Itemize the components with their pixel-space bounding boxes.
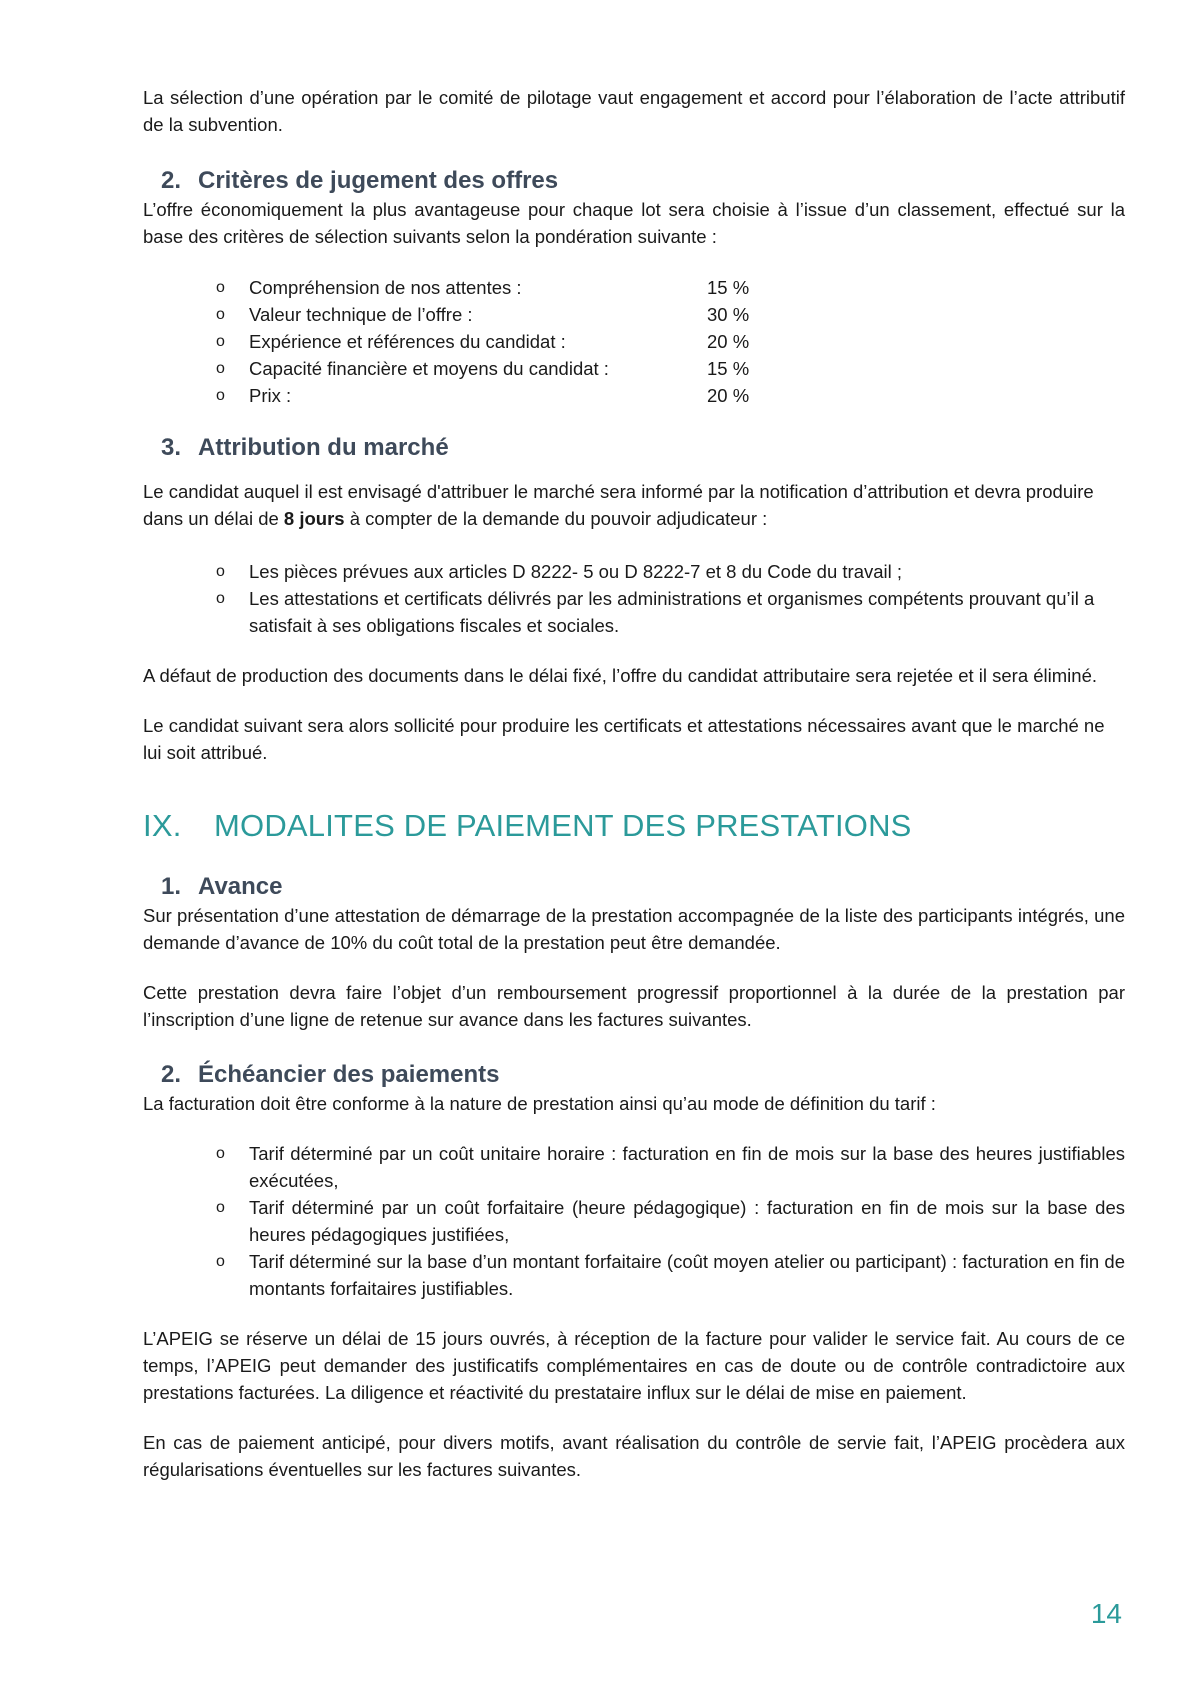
- criterion-label: Compréhension de nos attentes :: [249, 277, 522, 298]
- bullet-circle-icon: o: [216, 279, 225, 296]
- intro-paragraph: La sélection d’une opération par le comité de pilotage vaut engagement et accord pour l’élaboration de l’acte attributif de la subvention.: [143, 87, 1125, 135]
- criterion-weight: 15 %: [707, 277, 750, 298]
- bullet-circle-icon: o: [216, 1199, 225, 1216]
- avance-paragraph-1: Sur présentation d’une attestation de démarrage de la prestation accompagnée de la liste des participants intégrés, une demande d’avance de 10% du coût total de la prestation peut être demandée.: [143, 905, 1125, 953]
- page-number: 14: [1090, 1598, 1122, 1629]
- list-item: [216, 1194, 1125, 1248]
- criterion-label: Valeur technique de l’offre :: [249, 304, 473, 325]
- criterion-weight: 20 %: [707, 385, 750, 406]
- list-item: [216, 274, 1125, 301]
- list-item-text: Tarif déterminé sur la base d’un montant forfaitaire (coût moyen atelier ou participant) : facturation en fin de montants forfaitaires justifiables.: [249, 1251, 1125, 1299]
- section-number: IX.: [143, 808, 182, 843]
- attribution-paragraph-2: A défaut de production des documents dans le délai fixé, l’offre du candidat attributaire sera rejetée et il sera éliminé.: [143, 665, 1098, 686]
- list-item: [216, 382, 1125, 409]
- echeancier-paragraph: La facturation doit être conforme à la nature de prestation ainsi qu’au mode de définition du tarif :: [143, 1093, 936, 1114]
- heading-title: Échéancier des paiements: [198, 1061, 500, 1088]
- heading-number: 3.: [161, 434, 182, 461]
- bullet-circle-icon: o: [216, 590, 225, 607]
- bullet-circle-icon: o: [216, 360, 225, 377]
- criterion-weight: 30 %: [707, 304, 750, 325]
- avance-paragraph-2: Cette prestation devra faire l’objet d’un remboursement progressif proportionnel à la durée de la prestation par l’inscription d’une ligne de retenue sur avance dans les factures suivantes.: [143, 982, 1125, 1030]
- list-item: [216, 301, 1125, 328]
- criteres-paragraph: L’offre économiquement la plus avantageuse pour chaque lot sera choisie à l’issue d’un classement, effectué sur la base des critères de sélection suivants selon la pondération suivante :: [143, 199, 1125, 247]
- bullet-circle-icon: o: [216, 306, 225, 323]
- criterion-label: Expérience et références du candidat :: [249, 331, 566, 352]
- bullet-circle-icon: o: [216, 563, 225, 580]
- bullet-circle-icon: o: [216, 387, 225, 404]
- heading-criteres: [161, 166, 1125, 196]
- criterion-weight: 20 %: [707, 331, 750, 352]
- list-item-text: Tarif déterminé par un coût forfaitaire (heure pédagogique) : facturation en fin de mois sur la base des heures pédagogiques justifiées,: [249, 1197, 1125, 1245]
- criterion-weight: 15 %: [707, 358, 750, 379]
- heading-title: Attribution du marché: [198, 434, 449, 461]
- heading-attribution: [161, 433, 1125, 463]
- heading-number: 1.: [161, 873, 182, 900]
- heading-number: 2.: [161, 167, 182, 194]
- list-item-text: Tarif déterminé par un coût unitaire horaire : facturation en fin de mois sur la base des heures justifiables exécutées,: [249, 1143, 1125, 1191]
- bullet-circle-icon: o: [216, 1145, 225, 1162]
- list-item-text: Les attestations et certificats délivrés par les administrations et organismes compétents prouvant qu’il a satisfait à ses obligations fiscales et sociales.: [249, 588, 1095, 636]
- section-title: MODALITES DE PAIEMENT DES PRESTATIONS: [214, 808, 912, 843]
- page-content: [143, 84, 1125, 1483]
- list-item: [216, 558, 1125, 585]
- attribution-paragraph-3: Le candidat suivant sera alors sollicité pour produire les certificats et attestations nécessaires avant que le marché ne lui soit attribué.: [143, 715, 1105, 763]
- list-item: [216, 1248, 1125, 1302]
- list-item: [216, 328, 1125, 355]
- echeancier-paragraph-2: L’APEIG se réserve un délai de 15 jours ouvrés, à réception de la facture pour valider le service fait. Au cours de ce temps, l’APEIG peut demander des justificatifs complémentaires en cas de doute ou de contrôle contradictoire aux prestations facturées. La diligence et réactivité du prestataire influx sur le délai de mise en paiement.: [143, 1328, 1125, 1403]
- list-item: [216, 355, 1125, 382]
- section-heading-ix: [143, 806, 1125, 846]
- criteria-list: [143, 274, 1125, 409]
- heading-echeancier: [161, 1060, 1125, 1090]
- criterion-label: Capacité financière et moyens du candidat :: [249, 358, 609, 379]
- attribution-list: [143, 558, 1125, 639]
- text-run: Le candidat auquel il est envisagé d'attribuer le marché sera informé par la notification d’attribution et devra produire dans un délai de: [143, 481, 1094, 529]
- heading-number: 2.: [161, 1061, 182, 1088]
- list-item-text: Les pièces prévues aux articles D 8222- 5 ou D 8222-7 et 8 du Code du travail ;: [249, 561, 903, 582]
- heading-avance: [161, 872, 1125, 902]
- criterion-label: Prix :: [249, 385, 292, 406]
- list-item: [216, 585, 1125, 639]
- heading-title: Avance: [198, 873, 283, 900]
- echeancier-list: [143, 1140, 1125, 1302]
- text-run: à compter de la demande du pouvoir adjudicateur :: [344, 508, 768, 529]
- heading-title: Critères de jugement des offres: [198, 167, 559, 194]
- echeancier-paragraph-3: En cas de paiement anticipé, pour divers motifs, avant réalisation du contrôle de servie fait, l’APEIG procèdera aux régularisations éventuelles sur les factures suivantes.: [143, 1432, 1125, 1480]
- bold-delay: 8 jours: [283, 508, 345, 529]
- bullet-circle-icon: o: [216, 1253, 225, 1270]
- list-item: [216, 1140, 1125, 1194]
- attribution-paragraph: [143, 478, 1125, 532]
- bullet-circle-icon: o: [216, 333, 225, 350]
